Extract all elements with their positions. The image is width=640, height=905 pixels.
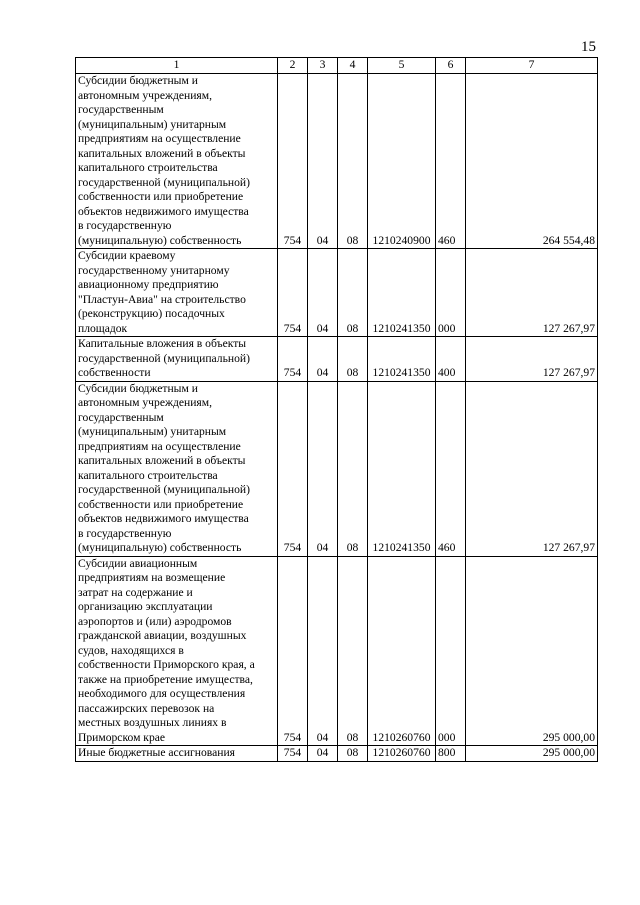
ministry-code-cell: 754	[278, 556, 308, 746]
amount-cell: 127 267,97	[466, 381, 598, 556]
column-header-7: 7	[466, 58, 598, 74]
page-number: 15	[581, 39, 596, 55]
column-header-4: 4	[338, 58, 368, 74]
target-article-cell: 1210241350	[368, 249, 436, 337]
expense-type-cell: 460	[436, 381, 466, 556]
row-name-cell: Субсидии бюджетным и автономным учреждениям, государственным (муниципальным) унитарным предприятиям на осуществление капитальных вложений в объекты капитального строительства государственной (муниципальной) собственности или приобретение объектов недвижимого имущества в государственную (муниципальную) собственность	[76, 74, 278, 249]
amount-cell: 127 267,97	[466, 249, 598, 337]
budget-table	[75, 57, 598, 762]
expense-type-cell: 800	[436, 746, 466, 762]
target-article-cell: 1210260760	[368, 746, 436, 762]
ministry-code-cell: 754	[278, 74, 308, 249]
amount-cell: 264 554,48	[466, 74, 598, 249]
table-row	[76, 74, 598, 249]
subsection-code-cell: 08	[338, 74, 368, 249]
column-header-1: 1	[76, 58, 278, 74]
subsection-code-cell: 08	[338, 337, 368, 382]
section-code-cell: 04	[308, 249, 338, 337]
section-code-cell: 04	[308, 556, 338, 746]
subsection-code-cell: 08	[338, 746, 368, 762]
column-header-3: 3	[308, 58, 338, 74]
target-article-cell: 1210260760	[368, 556, 436, 746]
ministry-code-cell: 754	[278, 337, 308, 382]
amount-cell: 127 267,97	[466, 337, 598, 382]
table-row	[76, 249, 598, 337]
subsection-code-cell: 08	[338, 249, 368, 337]
row-name-cell: Субсидии бюджетным и автономным учреждениям, государственным (муниципальным) унитарным предприятиям на осуществление капитальных вложений в объекты капитального строительства государственной (муниципальной) собственности или приобретение объектов недвижимого имущества в государственную (муниципальную) собственность	[76, 381, 278, 556]
target-article-cell: 1210241350	[368, 381, 436, 556]
target-article-cell: 1210240900	[368, 74, 436, 249]
table-row	[76, 337, 598, 382]
table-header-row	[76, 58, 598, 74]
section-code-cell: 04	[308, 746, 338, 762]
section-code-cell: 04	[308, 337, 338, 382]
ministry-code-cell: 754	[278, 746, 308, 762]
expense-type-cell: 400	[436, 337, 466, 382]
expense-type-cell: 000	[436, 249, 466, 337]
ministry-code-cell: 754	[278, 381, 308, 556]
expense-type-cell: 460	[436, 74, 466, 249]
table-row	[76, 556, 598, 746]
column-header-5: 5	[368, 58, 436, 74]
section-code-cell: 04	[308, 381, 338, 556]
table-row	[76, 381, 598, 556]
subsection-code-cell: 08	[338, 556, 368, 746]
column-header-2: 2	[278, 58, 308, 74]
amount-cell: 295 000,00	[466, 746, 598, 762]
row-name-cell: Капитальные вложения в объекты государственной (муниципальной) собственности	[76, 337, 278, 382]
table-row	[76, 746, 598, 762]
row-name-cell: Иные бюджетные ассигнования	[76, 746, 278, 762]
ministry-code-cell: 754	[278, 249, 308, 337]
subsection-code-cell: 08	[338, 381, 368, 556]
section-code-cell: 04	[308, 74, 338, 249]
expense-type-cell: 000	[436, 556, 466, 746]
row-name-cell: Субсидии авиационным предприятиям на возмещение затрат на содержание и организацию эксплуатации аэропортов и (или) аэродромов гражданской авиации, воздушных судов, находящихся в собственности Приморского края, а также на приобретение имущества, необходимого для осуществления пассажирских перевозок на местных воздушных линиях в Приморском крае	[76, 556, 278, 746]
row-name-cell: Субсидии краевому государственному унитарному авиационному предприятию "Пластун-Авиа" на строительство (реконструкцию) посадочных площадок	[76, 249, 278, 337]
amount-cell: 295 000,00	[466, 556, 598, 746]
target-article-cell: 1210241350	[368, 337, 436, 382]
column-header-6: 6	[436, 58, 466, 74]
